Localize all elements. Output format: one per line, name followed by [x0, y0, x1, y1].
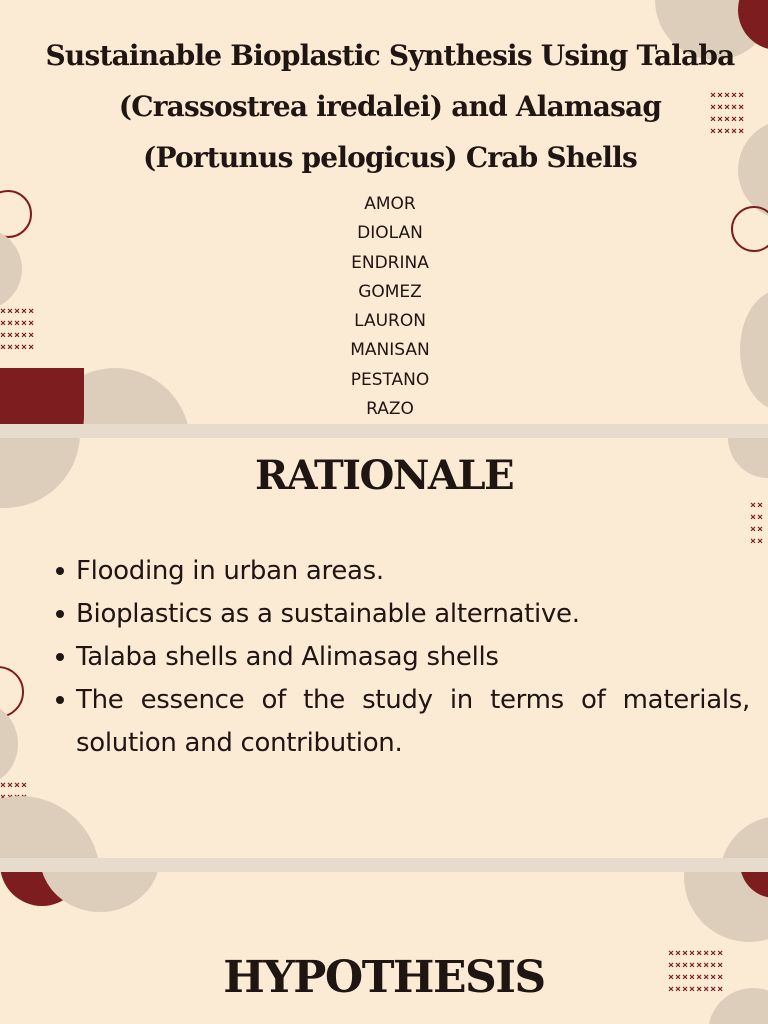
- ring-outline-left: [0, 190, 32, 238]
- author-name: MANISAN: [350, 340, 430, 361]
- beige-circle-left: [0, 228, 22, 310]
- rationale-heading: RATIONALE: [254, 452, 514, 499]
- author-name: GOMEZ: [358, 281, 422, 302]
- maroon-half-circle-left: [0, 368, 84, 424]
- title-line-2: (Crassostrea iredalei) and Alamasag: [118, 90, 662, 123]
- author-name: AMOR: [364, 194, 416, 214]
- cross-dot-pattern-left: ××××× ××××× ××××× ×××××: [0, 306, 36, 353]
- bullet-item: The essence of the study in terms of materials, solution and contribution.: [76, 679, 750, 765]
- beige-circle-bottom-right: [720, 816, 768, 858]
- hypothesis-slide: [0, 872, 768, 1024]
- ring-outline-left: [0, 666, 24, 718]
- author-name: ENDRINA: [351, 252, 429, 273]
- author-name: RAZO: [366, 399, 414, 420]
- author-list: [290, 190, 490, 424]
- bullet-item: Bioplastics as a sustainable alternative.: [76, 593, 750, 636]
- rationale-bullet-list: [76, 550, 750, 765]
- bullet-item: Flooding in urban areas.: [76, 550, 750, 593]
- cross-dot-pattern-top-right: ××××× ××××× ××××× ×××××: [710, 90, 746, 137]
- rationale-slide: [0, 438, 768, 858]
- title-line-1: Sustainable Bioplastic Synthesis Using Talaba: [45, 39, 735, 72]
- title-slide: [0, 0, 768, 424]
- beige-quarter-circle-top-left: [40, 872, 160, 912]
- author-name: DIOLAN: [357, 223, 423, 244]
- beige-circle-left-middle: [0, 704, 18, 784]
- cross-dot-pattern-bottom-right: ×××××××× ×××××××× ×××××××× ××××××××: [668, 948, 725, 995]
- cross-dot-pattern-right: ×× ×× ×× ××: [750, 500, 765, 547]
- beige-circle-right-lower: [740, 290, 768, 410]
- author-name: PESTANO: [350, 369, 430, 390]
- title-line-3: (Portunus pelogicus) Crab Shells: [143, 141, 637, 174]
- presentation-title: [40, 30, 740, 183]
- ring-outline-right: [731, 206, 768, 252]
- author-name: LAURON: [354, 311, 426, 332]
- hypothesis-heading: HYPOTHESIS: [223, 952, 545, 1003]
- beige-circle-bottom-left: [0, 796, 100, 858]
- cross-dot-pattern-left-bottom: ××××: [0, 780, 29, 791]
- bullet-item: Talaba shells and Alimasag shells: [76, 636, 750, 679]
